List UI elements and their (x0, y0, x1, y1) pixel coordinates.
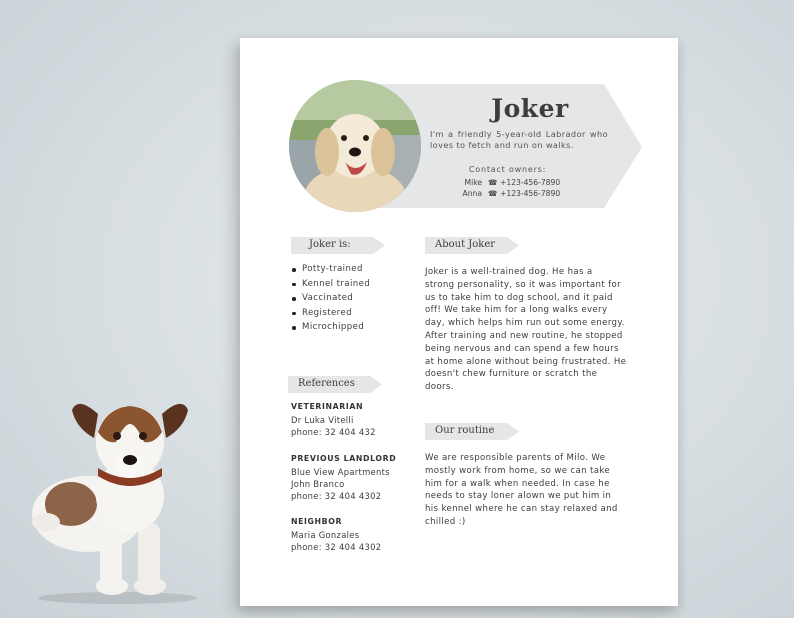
dog-photo (289, 80, 421, 212)
reference-line: John Branco (291, 479, 345, 489)
text-line: off! We take him for a long walks every (425, 305, 608, 316)
reference-line: phone: 32 404 432 (291, 427, 376, 437)
text-line: him for a walk when needed. In case he (425, 478, 610, 489)
reference-line: Maria Gonzales (291, 530, 360, 540)
contact-phone: +123-456-7890 (500, 189, 561, 198)
about-label (425, 237, 519, 254)
about-label-text: About Joker (435, 239, 496, 250)
reference-heading: VETERINARIAN (291, 402, 364, 411)
resume-page (240, 38, 678, 606)
routine-label-text: Our routine (435, 425, 495, 436)
reference-line: phone: 32 404 4302 (291, 542, 382, 552)
text-line: doors. (425, 382, 454, 393)
reference-heading: NEIGHBOR (291, 517, 343, 526)
contact-name: Anna (462, 189, 482, 198)
reference-heading: PREVIOUS LANDLORD (291, 454, 397, 463)
text-line: at home alone without being frustrated. He (425, 356, 627, 367)
contact-title: Contact owners: (468, 165, 547, 174)
contact-row (445, 189, 575, 200)
phone-icon: ☎ (488, 189, 498, 198)
text-line: strong personality, so it was important for (425, 279, 622, 290)
text-line: day, which helps him run out some energy. (425, 318, 625, 329)
list-item: Registered (292, 308, 370, 323)
text-line: doesn't chew furniture or scratch the (425, 369, 598, 380)
phone-icon: ☎ (488, 178, 498, 187)
intro-text: I'm a friendly 5-year-old Labrador who loves to fetch and run on walks. (430, 129, 608, 150)
contact-row (445, 178, 575, 189)
text-line: needs to stay loner alown we put him in (425, 491, 612, 502)
text-line: us to take him to dog school, and it paid (425, 292, 613, 303)
traits-label (291, 237, 385, 254)
reference-line: Blue View Apartments (291, 467, 390, 477)
reference-line: Dr Luka Vitelli (291, 415, 354, 425)
routine-text (425, 452, 635, 529)
references-label-text: References (298, 378, 355, 389)
text-line: We are responsible parents of Milo. We (425, 453, 606, 463)
text-line: his kennel where he can stay relaxed and (425, 504, 618, 515)
traits-list (292, 264, 370, 337)
dog-name: Joker (491, 94, 569, 123)
list-item: Potty-trained (292, 264, 370, 279)
contact-name: Mike (464, 178, 482, 187)
list-item: Microchipped (292, 322, 370, 337)
text-line: being nervous and can spend a few hours (425, 343, 619, 354)
dog-illustration (26, 384, 206, 606)
reference-line: phone: 32 404 4302 (291, 491, 382, 501)
text-line: Joker is a well-trained dog. He has a (425, 267, 593, 277)
text-line: chilled :) (425, 516, 466, 527)
text-line: mostly work from home, so we can take (425, 465, 610, 476)
list-item: Vaccinated (292, 293, 370, 308)
about-text (425, 266, 635, 394)
traits-label-text: Joker is: (309, 239, 351, 250)
contact-phone: +123-456-7890 (500, 178, 561, 187)
routine-label (425, 423, 519, 440)
list-item: Kennel trained (292, 279, 370, 294)
references-label (288, 376, 382, 393)
text-line: After training and new routine, he stopped (425, 330, 623, 341)
